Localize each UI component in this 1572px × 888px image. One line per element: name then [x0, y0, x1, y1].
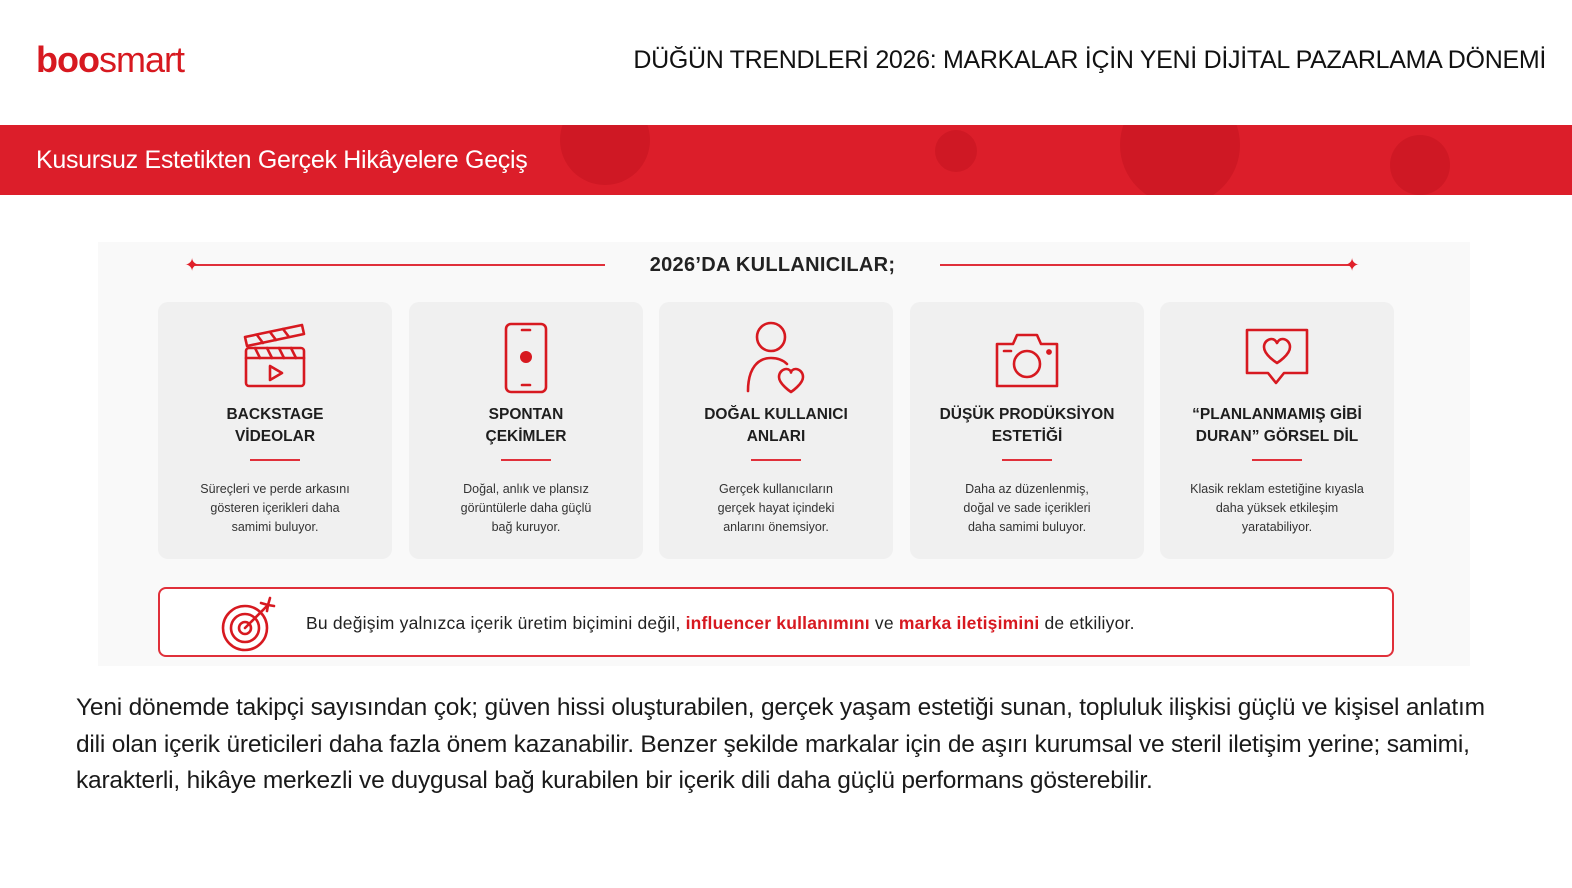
- banner-decoration: [1120, 125, 1240, 195]
- card-title: DOĞAL KULLANICI ANLARI: [704, 406, 848, 445]
- banner-decoration: [935, 130, 977, 172]
- heading-rule-right: [940, 264, 1354, 266]
- callout-highlight: influencer kullanımını: [685, 613, 870, 633]
- card-underline: [1252, 459, 1302, 461]
- clapperboard-icon: [235, 320, 315, 395]
- card-title: DÜŞÜK PRODÜKSİYON ESTETİĞİ: [939, 406, 1115, 445]
- card-title: SPONTAN ÇEKİMLER: [485, 406, 567, 445]
- trend-card-dogal-kullanici: [659, 302, 893, 559]
- boosmart-logo[interactable]: [36, 38, 184, 82]
- card-text: Klasik reklam estetiğine kıyasla daha yüksek etkileşim yaratabiliyor.: [1190, 482, 1364, 534]
- infographic-panel: [98, 242, 1470, 666]
- trend-cards: [158, 302, 1394, 559]
- trend-card-planlanmamis: [1160, 302, 1394, 559]
- user-heart-icon: [736, 320, 816, 395]
- card-underline: [501, 459, 551, 461]
- body-paragraph: Yeni dönemde takipçi sayısından çok; güven hissi oluşturabilen, gerçek yaşam estetiği sunan, topluluk ilişkisi güçlü ve kişisel anlatım dili olan içerik üreticileri daha fazla önem kazanabilir. Benzer şekilde markalar için de aşırı kurumsal ve steril iletişim yerine; samimi, karakterli, hikâye merkezli ve duygusal bağ kurabilen bir içerik dili daha güçlü performans gösterebilir.: [76, 694, 1485, 794]
- callout-highlight: marka iletişimini: [898, 613, 1040, 633]
- camera-icon: [987, 320, 1067, 395]
- card-text: Daha az düzenlenmiş, doğal ve sade içerikleri daha samimi buluyor.: [963, 482, 1091, 534]
- page-header: [0, 0, 1572, 125]
- smartphone-record-icon: [486, 320, 566, 395]
- banner-decoration: [1390, 135, 1450, 195]
- trend-card-dusuk-produksiyon: [910, 302, 1144, 559]
- logo-smart-text: smart: [98, 39, 184, 80]
- callout-part: de etkiliyor.: [1039, 613, 1135, 633]
- card-text: Gerçek kullanıcıların gerçek hayat içindeki anlarını önemsiyor.: [717, 482, 835, 534]
- target-arrow-icon: [218, 594, 278, 654]
- card-underline: [1002, 459, 1052, 461]
- sparkle-icon: ✦: [1344, 255, 1360, 275]
- callout-part: Bu değişim yalnızca içerik üretim biçimini değil,: [306, 613, 686, 633]
- card-text: Doğal, anlık ve plansız görüntülerle daha güçlü bağ kuruyor.: [460, 482, 592, 534]
- document-title: DÜĞÜN TRENDLERİ 2026: MARKALAR İÇİN YENİ DİJİTAL PAZARLAMA DÖNEMİ: [633, 46, 1546, 74]
- heart-speech-bubble-icon: [1237, 320, 1317, 395]
- panel-heading-row: [98, 252, 1470, 278]
- callout-text: [306, 611, 1135, 635]
- card-title: “PLANLANMAMIŞ GİBİ DURAN” GÖRSEL DİL: [1192, 406, 1362, 445]
- card-underline: [250, 459, 300, 461]
- banner-title: Kusursuz Estetikten Gerçek Hikâyelere Geçiş: [36, 146, 528, 174]
- callout-box: [158, 587, 1394, 657]
- heading-rule-left: [190, 264, 605, 266]
- panel-heading: 2026’DA KULLANICILAR;: [649, 254, 896, 276]
- trend-card-spontan: [409, 302, 643, 559]
- card-text: Süreçleri ve perde arkasını gösteren içerikleri daha samimi buluyor.: [200, 482, 350, 534]
- card-underline: [751, 459, 801, 461]
- logo-boo-text: boo: [36, 39, 99, 80]
- card-title: BACKSTAGE VİDEOLAR: [226, 406, 324, 445]
- trend-card-backstage: [158, 302, 392, 559]
- callout-part: ve: [869, 613, 899, 633]
- banner-decoration: [560, 125, 650, 185]
- sparkle-icon: ✦: [184, 255, 200, 275]
- section-banner: [0, 125, 1572, 195]
